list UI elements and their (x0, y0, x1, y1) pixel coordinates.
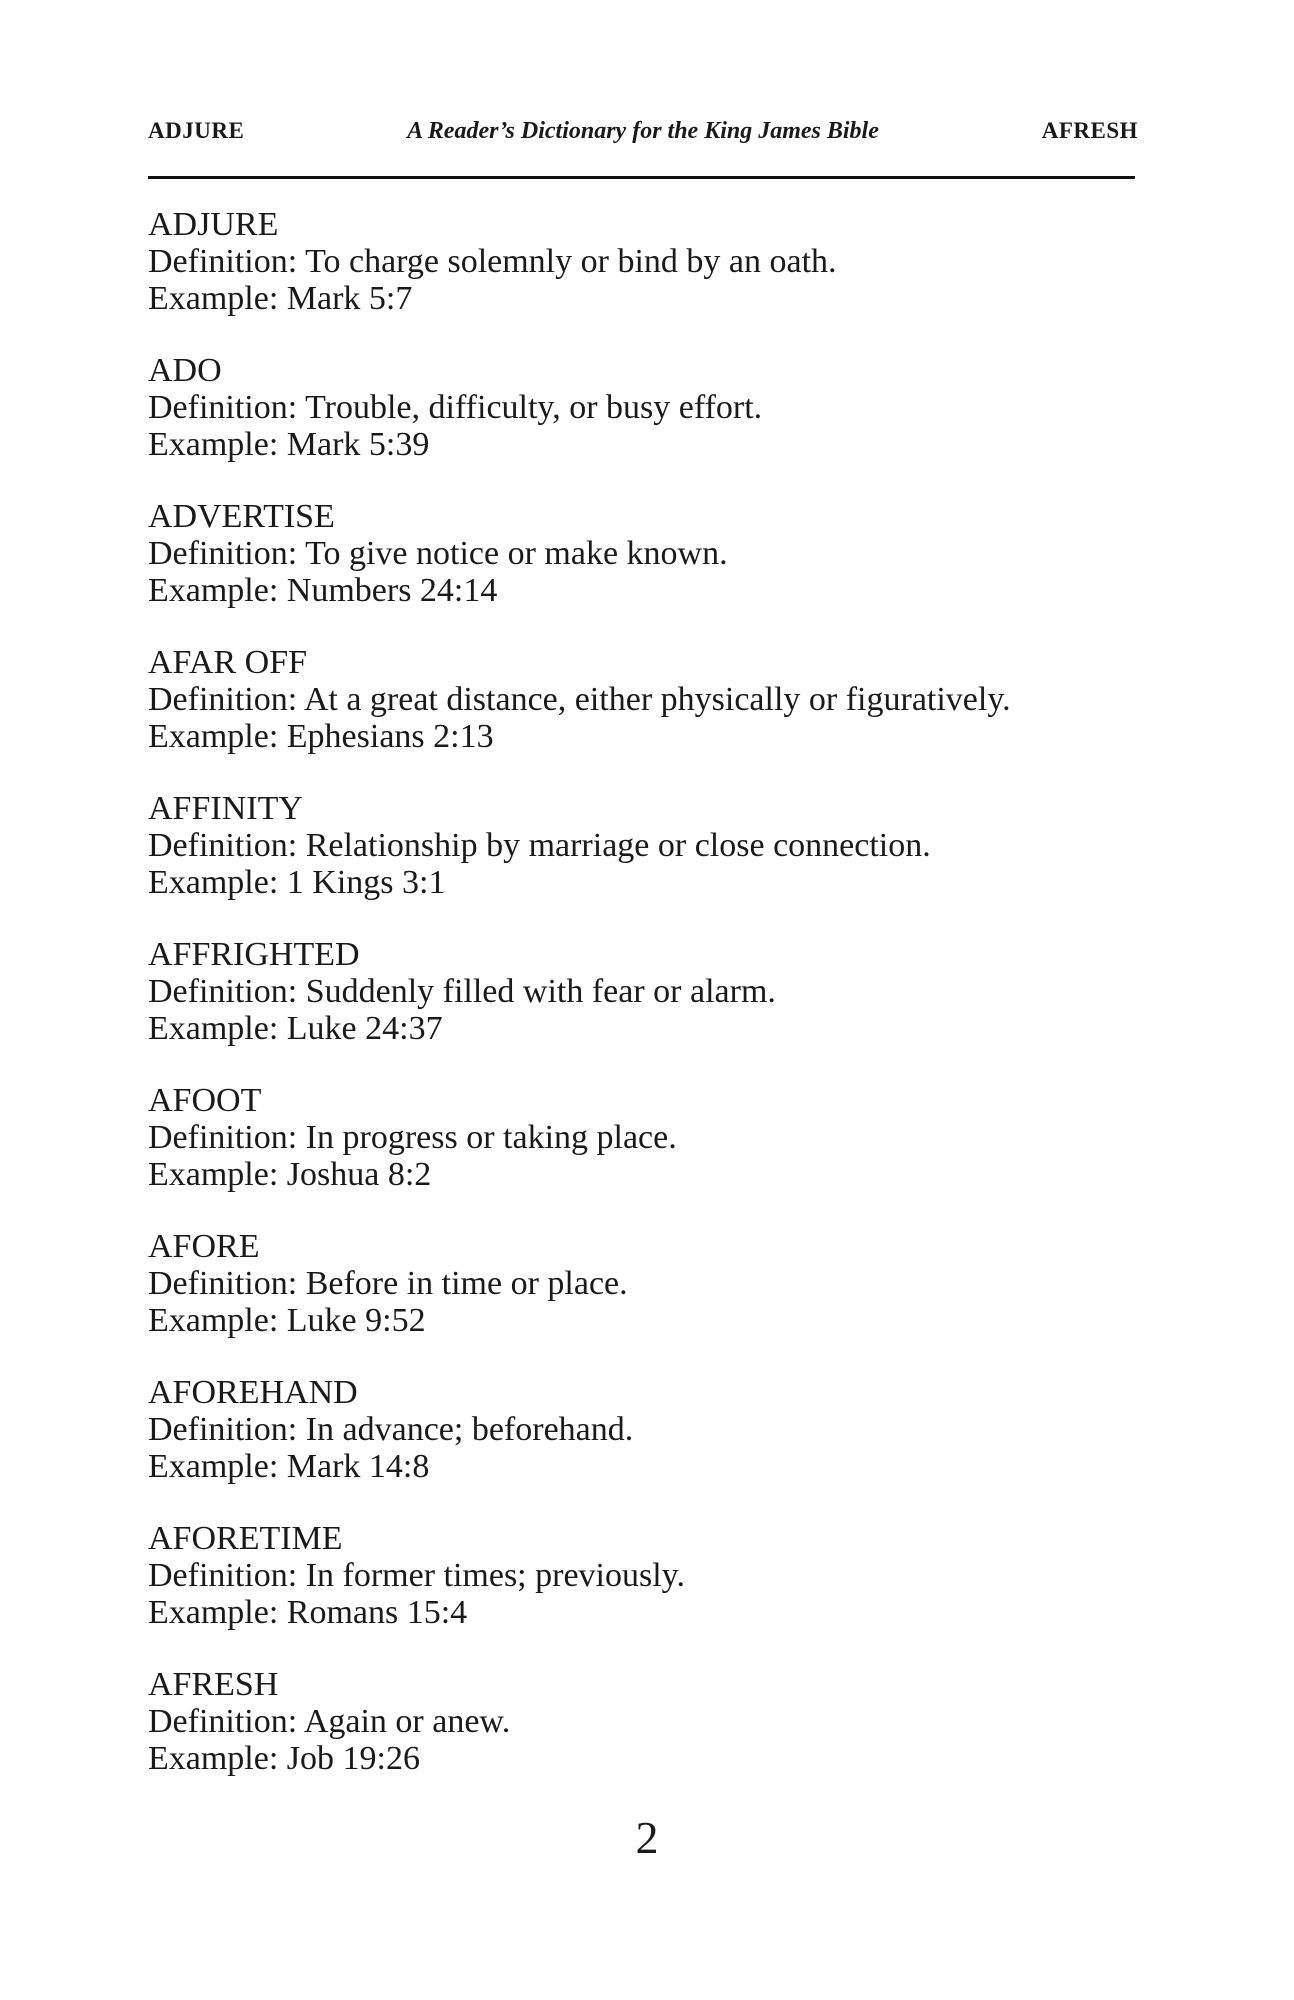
entry-word: AFFINITY (148, 790, 303, 827)
entry-example: Example: Luke 9:52 (148, 1302, 426, 1339)
entry-example: Example: Numbers 24:14 (148, 572, 498, 609)
entry-afar-off (148, 644, 1138, 790)
entry-ado (148, 352, 1138, 498)
entry-word: AFAR OFF (148, 644, 308, 681)
entry-example: Example: 1 Kings 3:1 (148, 864, 446, 901)
entry-word: AFOREHAND (148, 1374, 358, 1411)
entry-example: Example: Mark 14:8 (148, 1448, 430, 1485)
entry-definition: Definition: Again or anew. (148, 1703, 511, 1740)
entry-definition: Definition: Suddenly filled with fear or alarm. (148, 973, 776, 1010)
entry-word: AFRESH (148, 1666, 279, 1703)
header-rule (148, 176, 1135, 179)
entry-afresh (148, 1666, 1138, 1812)
entry-aforehand (148, 1374, 1138, 1520)
book-title: A Reader’s Dictionary for the King James Bible (407, 118, 879, 144)
entry-definition: Definition: Trouble, difficulty, or busy effort. (148, 389, 763, 426)
entry-example: Example: Luke 24:37 (148, 1010, 443, 1047)
entry-word: ADJURE (148, 206, 279, 243)
entry-aforetime (148, 1520, 1138, 1666)
entry-definition: Definition: Before in time or place. (148, 1265, 628, 1302)
entry-adjure (148, 206, 1138, 352)
entry-definition: Definition: To charge solemnly or bind by an oath. (148, 243, 837, 280)
entry-example: Example: Romans 15:4 (148, 1594, 468, 1631)
entry-example: Example: Joshua 8:2 (148, 1156, 432, 1193)
entry-afore (148, 1228, 1138, 1374)
left-guide-word: ADJURE (148, 118, 245, 143)
right-guide-word: AFRESH (1041, 118, 1138, 143)
entry-definition: Definition: In advance; beforehand. (148, 1411, 634, 1448)
entry-definition: Definition: To give notice or make known. (148, 535, 728, 572)
entry-definition: Definition: Relationship by marriage or close connection. (148, 827, 931, 864)
entry-definition: Definition: At a great distance, either physically or figuratively. (148, 681, 1011, 718)
entry-word: ADO (148, 352, 222, 389)
entry-word: AFOOT (148, 1082, 262, 1119)
entry-word: ADVERTISE (148, 498, 335, 535)
entry-list (148, 206, 1138, 1812)
entry-afoot (148, 1082, 1138, 1228)
entry-definition: Definition: In progress or taking place. (148, 1119, 677, 1156)
entry-example: Example: Mark 5:7 (148, 280, 413, 317)
entry-advertise (148, 498, 1138, 644)
running-head (148, 118, 1138, 154)
entry-affinity (148, 790, 1138, 936)
entry-word: AFORETIME (148, 1520, 343, 1557)
entry-affrighted (148, 936, 1138, 1082)
page-number: 2 (635, 1812, 659, 1863)
entry-example: Example: Ephesians 2:13 (148, 718, 494, 755)
entry-word: AFFRIGHTED (148, 936, 360, 973)
entry-example: Example: Job 19:26 (148, 1740, 420, 1777)
entry-word: AFORE (148, 1228, 260, 1265)
entry-definition: Definition: In former times; previously. (148, 1557, 685, 1594)
entry-example: Example: Mark 5:39 (148, 426, 430, 463)
